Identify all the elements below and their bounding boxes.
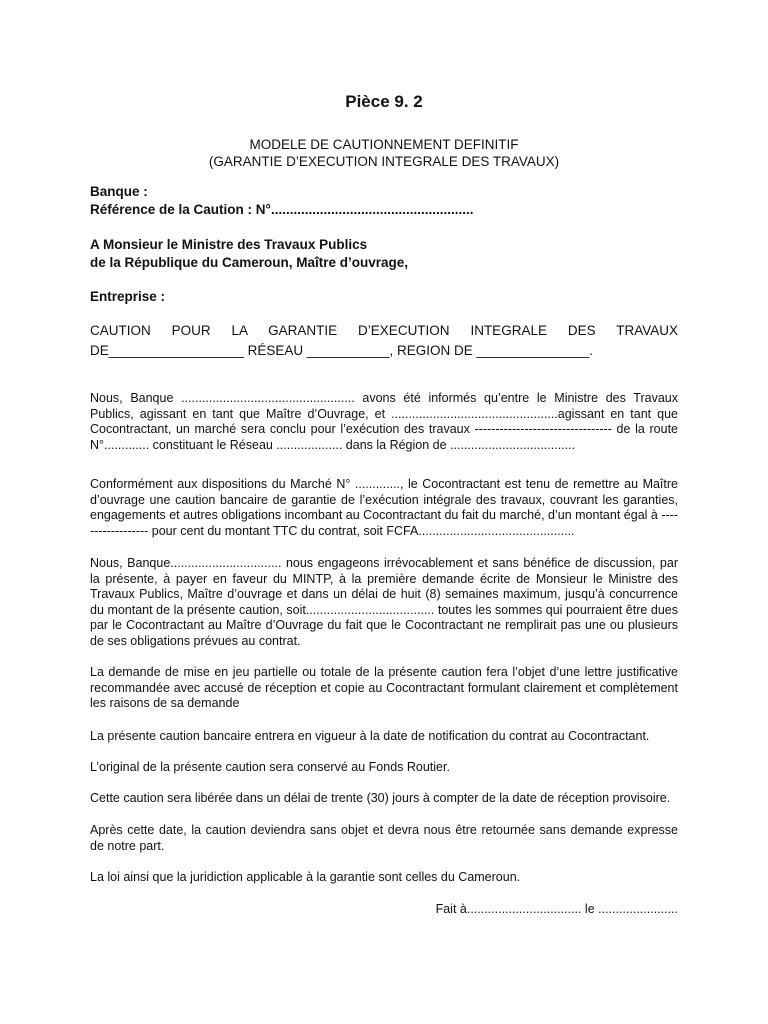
document-page — [90, 0, 678, 1024]
bank-block — [90, 183, 473, 219]
subtitle-line-2: (GARANTIE D’EXECUTION INTEGRALE DES TRAVAUX) — [208, 154, 560, 169]
caution-heading-line-1: CAUTION POUR LA GARANTIE D’EXECUTION INTEGRALE DES TRAVAUX — [90, 323, 678, 338]
addressee-line-1: A Monsieur le Ministre des Travaux Publics — [90, 237, 368, 252]
paragraph-8: Après cette date, la caution deviendra sans objet et devra nous être retournée sans demande expresse de notre part. — [90, 823, 678, 853]
paragraph-1: Nous, Banque .................................................. avons été informés qu’entre le Ministre des Travaux Publics, agissant en tant que Maître d’Ouvrage, et ................................................agissant en tant que Cocontractant, un marché sera conclu pour l’exécution des travaux --------------------------------- de la route N°............. constituant le Réseau ................... dans la Région de .................................... — [90, 391, 678, 452]
subtitle-line-1: MODELE DE CAUTIONNEMENT DEFINITIF — [249, 137, 519, 152]
bank-label: Banque : — [90, 184, 148, 199]
document-subtitle — [90, 136, 678, 170]
paragraph-3: Nous, Banque................................ nous engageons irrévocablement et sans bénéfice de discussion, par la présente, à payer en faveur du MINTP, à la première demande écrite de Monsieur le Ministre des Travaux Publics, Maître d’ouvrage et dans un délai de huit (8) semaines maximum, jusqu’à concurrence du montant de la présente caution, soit..................................... toutes les sommes qui pourraient être dues par le Cocontractant au Maître d’Ouvrage du fait que le Cocontractant ne remplirait pas une ou plusieurs de ses obligations prévues au contrat. — [90, 556, 678, 648]
addressee-block — [90, 236, 408, 272]
caution-heading-line-2: DE__________________ RÉSEAU ___________, REGION DE _______________. — [90, 343, 593, 358]
entreprise-label: Entreprise : — [90, 289, 166, 304]
caution-reference: Référence de la Caution : N°...................................................... — [90, 202, 474, 217]
page-title: Pièce 9. 2 — [345, 92, 423, 111]
paragraph-6: L’original de la présente caution sera conservé au Fonds Routier. — [90, 760, 450, 774]
paragraph-5: La présente caution bancaire entrera en vigueur à la date de notification du contrat au Cocontractant. — [90, 729, 650, 743]
addressee-line-2: de la République du Cameroun, Maître d’ouvrage, — [90, 255, 409, 270]
paragraph-7: Cette caution sera libérée dans un délai de trente (30) jours à compter de la date de réception provisoire. — [90, 791, 671, 805]
caution-heading — [90, 321, 678, 361]
paragraph-2: Conformément aux dispositions du Marché N° ............., le Cocontractant est tenu de remettre au Maître d’ouvrage une caution bancaire de garantie de l’exécution intégrale des travaux, couvrant les garanties, engagements et autres obligations incombant au Cocontractant du fait du marché, d’un montant égal à ------------------ pour cent du montant TTC du contrat, soit FCFA............................................. — [90, 477, 678, 538]
paragraph-4: La demande de mise en jeu partielle ou totale de la présente caution fera l’objet d’une lettre justificative recommandée avec accusé de réception et copie au Cocontractant formulant clairement et complètement les raisons de sa demande — [90, 665, 678, 710]
signature-line: Fait à................................. le ....................... — [435, 902, 678, 916]
paragraph-9: La loi ainsi que la juridiction applicable à la garantie sont celles du Cameroun. — [90, 870, 521, 884]
